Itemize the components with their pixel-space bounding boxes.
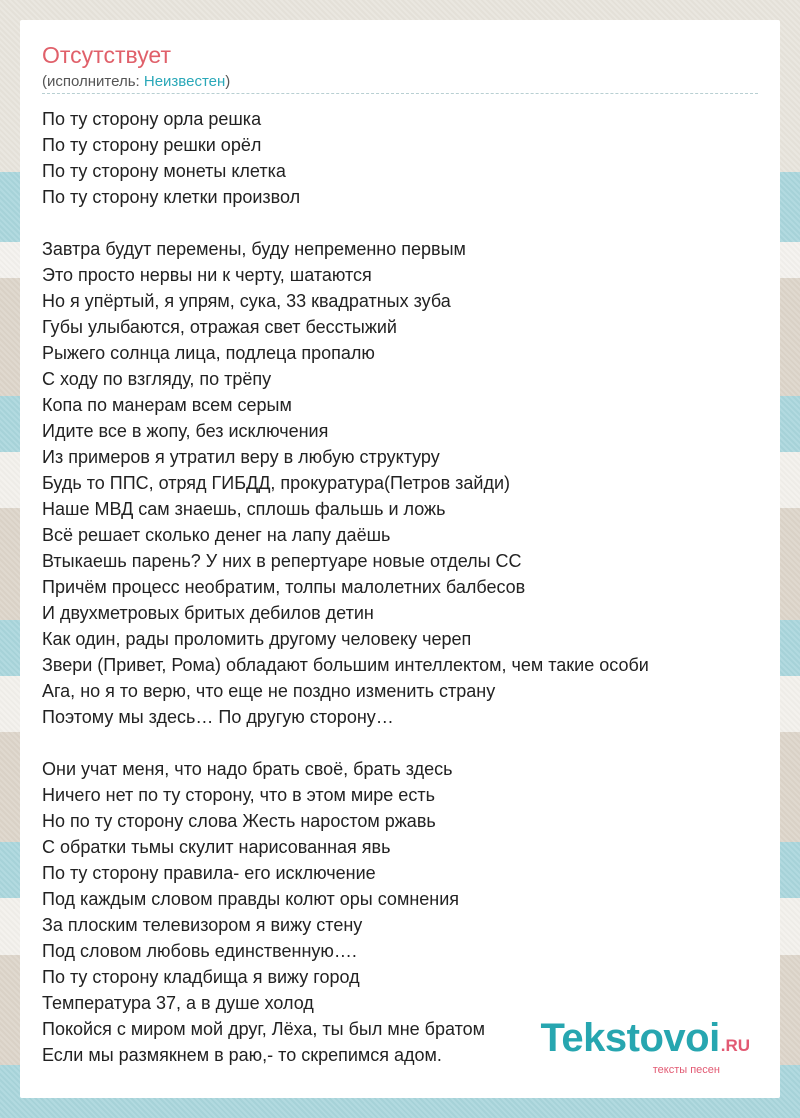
logo-wordmark xyxy=(540,1018,750,1066)
logo-brand: Tekstovoi xyxy=(540,1016,720,1060)
lyrics-text: По ту сторону орла решка По ту сторону решки орёл По ту сторону монеты клетка По ту сторону клетки произвол Завтра будут перемены, буду непременно первым Это просто нервы ни к черту, шатаются Но я упёртый, я упрям, сука, 33 квадратных зуба Губы улыбаются, отражая свет бесстыжий Рыжего солнца лица, подлеца пропалю С ходу по взгляду, по трёпу Копа по манерам всем серым Идите все в жопу, без исключения Из примеров я утратил веру в любую структуру Будь то ППС, отряд ГИБДД, прокуратура(Петров зайди) Наше МВД сам знаешь, сплошь фальшь и ложь Всё решает сколько денег на лапу даёшь Втыкаешь парень? У них в репертуаре новые отделы СС Причём процесс необратим, толпы малолетних балбесов И двухметровых бритых дебилов детин Как один, рады проломить другому человеку череп Звери (Привет, Рома) обладают большим интеллектом, чем такие особи Ага, но я то верю, что еще не поздно изменить страну Поэтому мы здесь… По другую сторону… Они учат меня, что надо брать своё, брать здесь Ничего нет по ту сторону, что в этом мире есть Но по ту сторону слова Жесть наростом ржавь С обратки тьмы скулит нарисованная явь По ту сторону правила- его исключение Под каждым словом правды колют оры сомнения За плоским телевизором я вижу стену Под словом любовь единственную…. По ту сторону кладбища я вижу город Температура 37, а в душе холод Покойся с миром мой друг, Лёха, ты был мне братом Если мы размякнем в раю,- то скрепимся адом. xyxy=(42,109,649,1065)
performer-prefix: (исполнитель: xyxy=(42,73,144,90)
logo-tld: .RU xyxy=(720,1036,750,1055)
lyrics-card xyxy=(20,20,780,1098)
site-logo[interactable] xyxy=(540,1018,750,1076)
title-divider xyxy=(42,93,758,94)
performer-suffix: ) xyxy=(225,73,231,90)
performer-line xyxy=(42,73,230,90)
logo-tagline: тексты песен xyxy=(652,1064,720,1076)
performer-link[interactable]: Неизвестен xyxy=(143,73,226,90)
song-title: Отсутствует xyxy=(42,42,171,68)
